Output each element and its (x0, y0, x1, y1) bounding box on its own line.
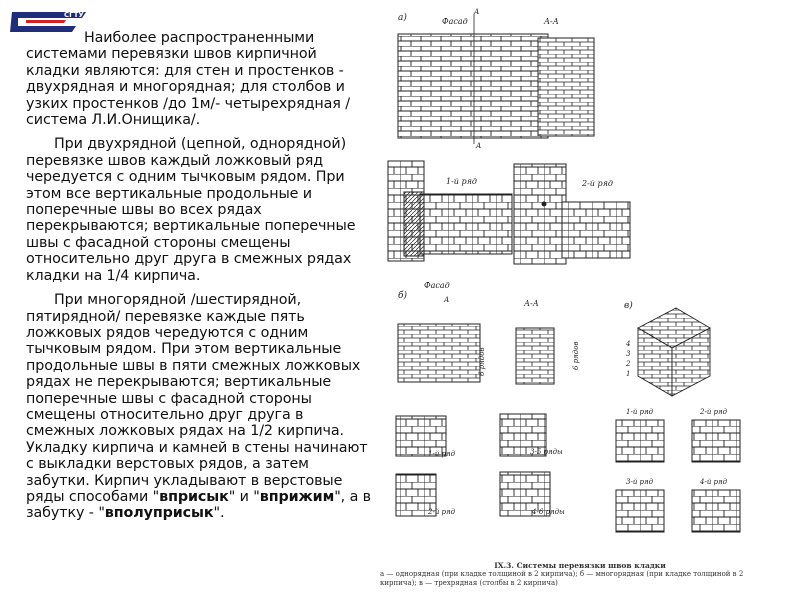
paragraph-3: При многорядной /шестирядной, пятирядной/ перевязке каждые пять ложковых рядов чередуются с одним тычковым рядом. При этом вертикальные продольные швы в пяти смежных ложковых рядах не перекрываются; вертикальные поперечные швы с фасадной стороны смещены относительно друг друга в смежных ложковых рядах на 1/2 кирпича. Укладку кирпича и камней в стены начинают с выкладки верстовых рядов, а затем забутки. Кирпич укладывают в верстовые ряды способами "вприсык" и "вприжим", а в забутку - "вполуприсык". (26, 292, 371, 522)
six-rows-label-2: 6 рядов (572, 341, 580, 370)
caption-title: IX.3. Системы перевязки швов кладки (494, 561, 666, 570)
section-label-b: А-А (524, 299, 539, 308)
label-a: а) (398, 13, 407, 23)
rows35-label: 3-5 ряды (530, 448, 563, 456)
term-vpoluprisyk: вполуприсык (104, 505, 214, 522)
facade-label-a: Фасад (442, 17, 468, 26)
cube-num-2: 2 (626, 360, 631, 368)
svg-text:1-й ряд: 1-й ряд (626, 408, 654, 416)
paragraph-2: При двухрядной (цепной, однорядной) перевязке швов каждый ложковый ряд чередуется с одним тычковым рядом. При этом все вертикальные продольные и поперечные швы во всех рядах перекрываются; вертикальные поперечные швы с фасадной стороны смещены относительно друг друга в смежных рядах кладки на 1/4 кирпича. (26, 136, 356, 284)
facade-wall-a (398, 34, 548, 138)
svg-text:А: А (476, 142, 482, 150)
masonry-figure (376, 6, 798, 600)
row2-label: 2-й ряд (582, 179, 613, 188)
logo-text: СГТУ (64, 11, 84, 19)
main-text (26, 30, 372, 530)
label-v: в) (624, 301, 633, 311)
paragraph-1: Наиболее распространенными системами перевязки швов кирпичной кладки являются: для стен и простенков - двухрядная и многорядная; для столбов и узких простенков /до 1м/- четырехрядная /система Л.И.Онищика/. (26, 30, 350, 129)
label-b: б) (398, 291, 408, 301)
term-vprisyk: вприсык (159, 488, 229, 505)
row3-label: 3-й ряд (626, 478, 654, 486)
svg-text:1-й ряд: 1-й ряд (428, 450, 456, 458)
section-wall-b (516, 328, 554, 384)
cube-num-3: 3 (626, 350, 631, 358)
rows46-label: 4-6 ряды (532, 508, 565, 516)
row4-label: 4-й ряд (700, 478, 728, 486)
facade-wall-b (398, 324, 480, 382)
figure-caption (380, 561, 780, 588)
svg-text:2-й ряд: 2-й ряд (428, 508, 456, 516)
six-rows-label-1: 6 рядов (478, 347, 486, 376)
column-cube (638, 308, 710, 396)
row1-label: 1-й ряд (446, 177, 477, 186)
section-wall-a (538, 38, 594, 136)
cube-num-1: 1 (626, 370, 631, 378)
svg-text:2-й ряд: 2-й ряд (700, 408, 728, 416)
facade-label-b: Фасад (424, 281, 450, 290)
svg-text:А: А (474, 8, 480, 16)
term-vprizhim: вприжим (259, 488, 335, 505)
svg-text:А: А (444, 296, 450, 304)
caption-body: а — однорядная (при кладке толщиной в 2 кирпича); б — многорядная (при кладке толщиной в 2 кирпича); в — трехрядная (столбы в 2 кирпича) (380, 570, 744, 587)
section-label-a: А-А (544, 17, 559, 26)
cube-num-4: 4 (626, 340, 631, 348)
